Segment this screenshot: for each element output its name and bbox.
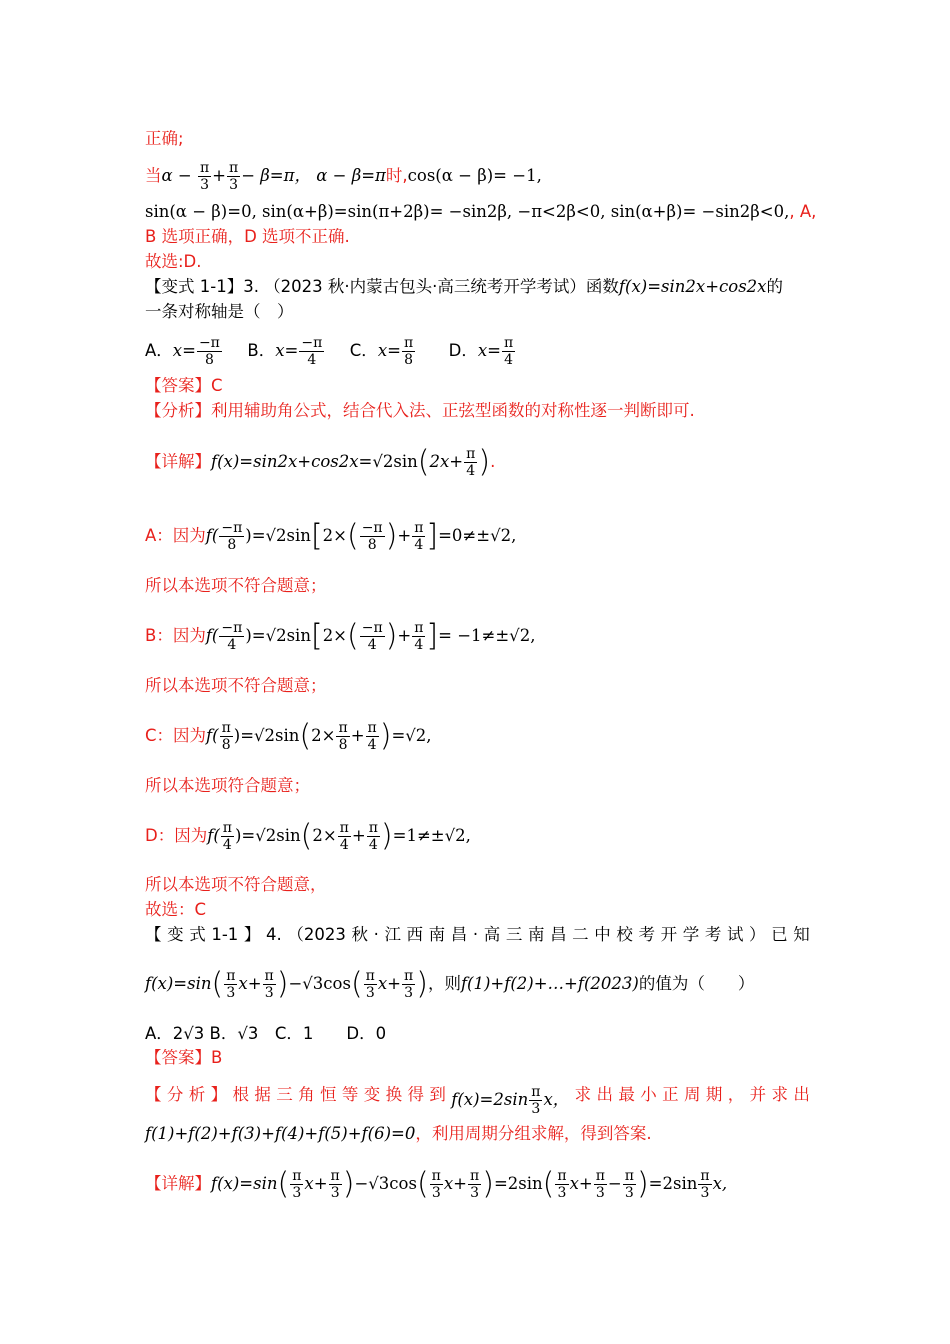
word: 试 bbox=[726, 925, 744, 944]
text: 所以本选项不符合题意； bbox=[145, 676, 327, 695]
math: f(x)=sin2x+cos2x bbox=[618, 277, 767, 296]
word: 三 bbox=[505, 925, 523, 944]
numerator: π bbox=[229, 160, 239, 176]
text: ，则 bbox=[427, 974, 461, 993]
justified-line bbox=[145, 924, 810, 946]
text: 时, bbox=[385, 166, 408, 185]
math: −√3cos bbox=[288, 974, 351, 993]
fraction bbox=[329, 1168, 342, 1201]
answer-line bbox=[145, 375, 810, 397]
word: 考 bbox=[704, 925, 722, 944]
math-text: x， bbox=[543, 1090, 570, 1109]
denominator: 3 bbox=[292, 1185, 302, 1201]
text: 【答案】B bbox=[145, 1048, 223, 1067]
word: 据 bbox=[254, 1085, 271, 1104]
math: f(x)=sin bbox=[211, 1174, 278, 1193]
fraction bbox=[197, 335, 222, 368]
fraction bbox=[430, 1168, 443, 1201]
fraction bbox=[290, 1168, 303, 1201]
word: 分 bbox=[166, 1085, 184, 1104]
detail-line: 【详解】f(x)=sin( $\frac{\pi}{3}$ x+ $\frac{\pi}{3}$ )−√3cos( $\frac{\pi}{3}$ x+ $\frac{\pi}{3}$ )=2sin( $\frac{\pi}{3}$ x+ $\frac{\pi}{3}$ − $\frac{\pi}{3}$ )=2sin $\frac{\pi}{3}$ x, bbox=[145, 1166, 728, 1202]
text-line bbox=[145, 128, 810, 150]
fraction bbox=[555, 1168, 568, 1201]
fraction bbox=[219, 620, 244, 653]
fraction bbox=[360, 620, 385, 653]
text: 【详解】 bbox=[145, 452, 211, 471]
denominator: 8 bbox=[338, 737, 348, 753]
denominator: 8 bbox=[367, 537, 377, 553]
word: 得 bbox=[407, 1085, 424, 1104]
math: sin(α − β)=0, sin(α+β)=sin(π+2β)= −sin2β, −π<2β<0, sin(α+β)= −sin2β<0, bbox=[145, 202, 790, 221]
fraction bbox=[198, 160, 211, 193]
math: α − bbox=[161, 166, 192, 185]
text: 一条对称轴是（ ） bbox=[145, 302, 294, 321]
denominator: 3 bbox=[595, 1185, 605, 1201]
numerator: −π bbox=[221, 620, 243, 636]
math: − bbox=[607, 1174, 622, 1193]
word: 到 bbox=[429, 1085, 446, 1104]
word: 】 bbox=[243, 925, 261, 944]
word: 南 bbox=[428, 925, 446, 944]
numerator: π bbox=[404, 968, 414, 984]
math bbox=[451, 1084, 569, 1117]
text: 的 bbox=[766, 277, 783, 296]
text: 【详解】 bbox=[145, 1174, 211, 1193]
math: + bbox=[350, 726, 365, 745]
fraction bbox=[468, 1168, 481, 1201]
option-c: C． bbox=[349, 341, 378, 360]
math: x, bbox=[712, 1174, 728, 1193]
text-line bbox=[145, 301, 810, 323]
fraction bbox=[299, 335, 324, 368]
word: 【 bbox=[145, 1085, 162, 1104]
fraction bbox=[224, 968, 237, 1001]
denominator: 3 bbox=[624, 1185, 634, 1201]
math: cos(α − β)= −1, bbox=[407, 166, 542, 185]
fraction bbox=[360, 520, 385, 553]
word: 西 bbox=[406, 925, 424, 944]
numerator: −π bbox=[301, 335, 323, 351]
word: · bbox=[373, 925, 379, 944]
math: =2sin bbox=[493, 1174, 543, 1193]
math: α − β=π bbox=[316, 166, 386, 185]
text: , A, bbox=[789, 202, 817, 221]
option-b-check: B：因为f( $\frac{-\pi}{4}$ )=√2sin[2×( $\frac{-\pi}{4}$ )+ $\frac{\pi}{4}$ ]= −1≠±√2, bbox=[145, 618, 536, 654]
denominator: 8 bbox=[204, 352, 214, 368]
fraction bbox=[220, 720, 233, 753]
analysis-line bbox=[145, 400, 810, 422]
math: 2x+ bbox=[429, 452, 464, 471]
word: 换 bbox=[385, 1085, 403, 1104]
numerator: π bbox=[338, 720, 348, 736]
options-line bbox=[145, 1023, 810, 1045]
word: 4. bbox=[266, 925, 282, 944]
text-line bbox=[145, 226, 810, 248]
word: 周 bbox=[684, 1085, 701, 1104]
option-b: B． bbox=[247, 341, 276, 360]
word: 小 bbox=[640, 1085, 657, 1104]
options-line bbox=[145, 335, 810, 368]
result-line bbox=[145, 775, 810, 797]
denominator: 4 bbox=[367, 637, 377, 653]
numerator: −π bbox=[361, 620, 383, 636]
text: ，利用周期分组求解，得到答案. bbox=[415, 1124, 652, 1143]
math: f(x)=sin2x+cos2x= bbox=[211, 452, 373, 471]
word: 正 bbox=[662, 1085, 679, 1104]
math-line bbox=[145, 201, 817, 223]
math: f( bbox=[206, 726, 219, 745]
fraction bbox=[219, 520, 244, 553]
denominator: 3 bbox=[531, 1101, 541, 1117]
word: 求 bbox=[771, 1085, 788, 1104]
numerator: π bbox=[466, 446, 476, 462]
text: C：因为 bbox=[145, 726, 207, 745]
word: 并 bbox=[749, 1085, 767, 1104]
option-d: D． bbox=[448, 341, 478, 360]
numerator: π bbox=[414, 520, 424, 536]
numerator: −π bbox=[221, 520, 243, 536]
math: =√2, bbox=[391, 726, 432, 745]
denominator: 3 bbox=[226, 985, 236, 1001]
denominator: 3 bbox=[431, 1185, 441, 1201]
math: )=√2sin bbox=[245, 626, 311, 645]
math: x+ bbox=[304, 1174, 328, 1193]
fraction bbox=[227, 160, 240, 193]
text: B：因为 bbox=[145, 626, 206, 645]
numerator: π bbox=[199, 160, 210, 176]
numerator: π bbox=[226, 968, 236, 984]
question-header bbox=[145, 276, 810, 298]
numerator: π bbox=[292, 1168, 302, 1184]
denominator: 3 bbox=[404, 985, 414, 1001]
word: 根 bbox=[232, 1085, 249, 1104]
denominator: 3 bbox=[700, 1185, 710, 1201]
math: 2× bbox=[311, 726, 336, 745]
word: 江 bbox=[384, 925, 401, 944]
math: f( bbox=[205, 626, 219, 645]
math: )=√2sin bbox=[234, 826, 301, 845]
word: 出 bbox=[596, 1085, 613, 1104]
word: 恒 bbox=[320, 1085, 337, 1104]
math: x+ bbox=[238, 974, 262, 993]
numerator: π bbox=[330, 1168, 340, 1184]
analysis-line bbox=[145, 1084, 810, 1117]
word: 已 bbox=[771, 925, 788, 944]
word: · bbox=[472, 925, 479, 944]
numerator: π bbox=[470, 1168, 480, 1184]
math-line bbox=[145, 160, 810, 193]
numerator: π bbox=[624, 1168, 634, 1184]
math: + bbox=[397, 526, 412, 545]
word: 1-1 bbox=[211, 925, 239, 944]
word: 等 bbox=[341, 1085, 359, 1104]
fraction bbox=[594, 1168, 607, 1201]
word: 三 bbox=[276, 1085, 293, 1104]
word: 昌 bbox=[550, 925, 567, 944]
denominator: 3 bbox=[264, 985, 274, 1001]
numerator: π bbox=[531, 1084, 541, 1100]
denominator: 3 bbox=[365, 985, 375, 1001]
numerator: π bbox=[403, 335, 414, 351]
math: 2× bbox=[312, 826, 337, 845]
result-line bbox=[145, 575, 810, 597]
word: （2023 bbox=[287, 925, 346, 944]
math: =1≠±√2, bbox=[392, 826, 471, 845]
math: 2× bbox=[322, 526, 347, 545]
text: 所以本选项符合题意； bbox=[145, 776, 310, 795]
word: 最 bbox=[618, 1085, 635, 1104]
numerator: π bbox=[414, 620, 424, 636]
fraction bbox=[366, 720, 379, 753]
result-line bbox=[145, 675, 810, 697]
math: f( bbox=[205, 526, 219, 545]
denominator: 4 bbox=[367, 737, 377, 753]
option-a-check: A：因为f( $\frac{-\pi}{8}$ )=√2sin[2×( $\frac{-\pi}{8}$ )+ $\frac{\pi}{4}$ ]=0≠±√2, bbox=[145, 518, 517, 554]
fraction bbox=[412, 620, 425, 653]
analysis-line bbox=[145, 1123, 810, 1145]
fraction bbox=[529, 1084, 542, 1117]
math: x= bbox=[477, 341, 502, 360]
word: 南 bbox=[527, 925, 545, 944]
option-d-check: D：因为f( $\frac{\pi}{4}$ )=√2sin(2× $\frac{\pi}{4}$ + $\frac{\pi}{4}$ )=1≠±√2, bbox=[145, 818, 471, 854]
word: 考 bbox=[638, 925, 655, 944]
math: + bbox=[212, 166, 226, 185]
math: x+ bbox=[443, 1174, 468, 1193]
math: x+ bbox=[569, 1174, 593, 1193]
denominator: 4 bbox=[307, 352, 317, 368]
numerator: π bbox=[221, 720, 231, 736]
denominator: 3 bbox=[330, 1185, 340, 1201]
option-a: A． bbox=[145, 341, 173, 360]
word: 【 bbox=[145, 925, 162, 944]
numerator: π bbox=[431, 1168, 441, 1184]
denominator: 4 bbox=[414, 537, 424, 553]
numerator: π bbox=[339, 820, 349, 836]
text: A：因为 bbox=[145, 526, 206, 545]
text: D：因为 bbox=[145, 826, 208, 845]
text: 的值为（ ） bbox=[638, 974, 755, 993]
numerator: π bbox=[700, 1168, 710, 1184]
denominator: 4 bbox=[504, 352, 514, 368]
word: 开 bbox=[660, 925, 678, 944]
numerator: π bbox=[264, 968, 274, 984]
math: + bbox=[351, 826, 366, 845]
word: 昌 bbox=[450, 925, 468, 944]
denominator: 4 bbox=[222, 837, 232, 853]
denominator: 8 bbox=[227, 537, 237, 553]
numerator: π bbox=[222, 820, 232, 836]
math: − β=π， bbox=[241, 166, 311, 185]
fraction bbox=[464, 446, 477, 479]
question-header bbox=[145, 924, 810, 946]
text: A．2√3 B．√3 C．1 D．0 bbox=[145, 1024, 387, 1043]
word: 知 bbox=[793, 925, 810, 944]
numerator: π bbox=[595, 1168, 605, 1184]
math: x= bbox=[377, 341, 401, 360]
math: f(x)=sin bbox=[145, 974, 212, 993]
select-line bbox=[145, 899, 810, 921]
fraction bbox=[402, 968, 415, 1001]
fraction bbox=[338, 820, 351, 853]
denominator: 8 bbox=[221, 737, 231, 753]
fraction bbox=[263, 968, 276, 1001]
text: 故选：C bbox=[145, 900, 207, 919]
word: 析 bbox=[188, 1085, 206, 1104]
numerator: π bbox=[367, 720, 377, 736]
word: ， bbox=[727, 1085, 745, 1104]
text: 故选:D. bbox=[145, 252, 202, 271]
result-line bbox=[145, 874, 810, 896]
word: 角 bbox=[298, 1085, 315, 1104]
numerator: π bbox=[365, 968, 375, 984]
denominator: 3 bbox=[200, 177, 210, 193]
math: )=√2sin bbox=[233, 726, 300, 745]
justified-line bbox=[145, 1084, 810, 1117]
math: x+ bbox=[377, 974, 402, 993]
math: =2sin bbox=[648, 1174, 698, 1193]
text: 【变式 1-1】3. （2023 秋·内蒙古包头·高三统考开学考试）函数 bbox=[145, 277, 619, 296]
fraction bbox=[502, 335, 515, 368]
text: 【分析】利用辅助角公式，结合代入法、正弦型函数的对称性逐一判断即可. bbox=[145, 401, 695, 420]
math: f(1)+f(2)+…+f(2023) bbox=[460, 974, 639, 993]
answer-line bbox=[145, 1047, 810, 1069]
math: )=√2sin bbox=[245, 526, 311, 545]
text: 所以本选项不符合题意， bbox=[145, 875, 327, 894]
math: x= bbox=[275, 341, 299, 360]
math-line: f(x)=sin( $\frac{\pi}{3}$ x+ $\frac{\pi}{3}$ )−√3cos( $\frac{\pi}{3}$ x+ $\frac{\pi}{3}$ )，则f(1)+f(2)+…+f(2023)的值为（ ） bbox=[145, 966, 755, 1002]
fraction bbox=[336, 720, 349, 753]
text: 正确; bbox=[145, 129, 184, 148]
numerator: π bbox=[557, 1168, 567, 1184]
fraction bbox=[402, 335, 415, 368]
text: 【答案】C bbox=[145, 376, 223, 395]
denominator: 4 bbox=[339, 837, 349, 853]
word: 出 bbox=[793, 1085, 810, 1104]
detail-line: 【详解】f(x)=sin2x+cos2x=√2sin(2x+ $\frac{\pi}{4}$ ). bbox=[145, 444, 496, 480]
word: 秋 bbox=[351, 925, 368, 944]
word: 求 bbox=[574, 1085, 592, 1104]
text: 所以本选项不符合题意； bbox=[145, 576, 327, 595]
fraction bbox=[221, 820, 234, 853]
denominator: 8 bbox=[404, 352, 414, 368]
text: . bbox=[490, 452, 496, 471]
denominator: 3 bbox=[229, 177, 239, 193]
word: 】 bbox=[210, 1085, 228, 1104]
denominator: 4 bbox=[466, 463, 476, 479]
word: 期 bbox=[705, 1085, 723, 1104]
word: 变 bbox=[167, 925, 184, 944]
word: 校 bbox=[616, 925, 633, 944]
text: B 选项正确，D 选项不正确. bbox=[145, 227, 350, 246]
word: 变 bbox=[363, 1085, 381, 1104]
option-c-check: C：因为f( $\frac{\pi}{8}$ )=√2sin(2× $\frac{\pi}{8}$ + $\frac{\pi}{4}$ )=√2, bbox=[145, 718, 432, 754]
fraction bbox=[364, 968, 377, 1001]
math: f( bbox=[207, 826, 220, 845]
numerator: −π bbox=[361, 520, 383, 536]
numerator: π bbox=[504, 335, 514, 351]
text: 当 bbox=[145, 166, 162, 185]
denominator: 3 bbox=[557, 1185, 567, 1201]
word: ） bbox=[749, 925, 766, 944]
fraction bbox=[412, 520, 425, 553]
math: −√3cos bbox=[354, 1174, 417, 1193]
word: 高 bbox=[483, 925, 501, 944]
math: + bbox=[397, 626, 412, 645]
word: 二 bbox=[572, 925, 589, 944]
word: 学 bbox=[682, 925, 700, 944]
fraction bbox=[367, 820, 380, 853]
math: √2sin bbox=[372, 452, 418, 471]
math-text: f(x)=2sin bbox=[451, 1090, 529, 1109]
math: = −1≠±√2, bbox=[438, 626, 536, 645]
math: 2× bbox=[322, 626, 348, 645]
denominator: 4 bbox=[368, 837, 378, 853]
fraction bbox=[698, 1168, 711, 1201]
math: f(1)+f(2)+f(3)+f(4)+f(5)+f(6)=0 bbox=[145, 1124, 416, 1143]
word: 中 bbox=[594, 925, 611, 944]
fraction bbox=[623, 1168, 636, 1201]
text-line bbox=[145, 251, 810, 273]
denominator: 4 bbox=[414, 637, 424, 653]
word: 式 bbox=[189, 925, 206, 944]
numerator: −π bbox=[198, 335, 220, 351]
denominator: 3 bbox=[470, 1185, 480, 1201]
math: =0≠±√2, bbox=[438, 526, 517, 545]
math: x= bbox=[172, 341, 196, 360]
denominator: 4 bbox=[227, 637, 237, 653]
numerator: π bbox=[368, 820, 378, 836]
